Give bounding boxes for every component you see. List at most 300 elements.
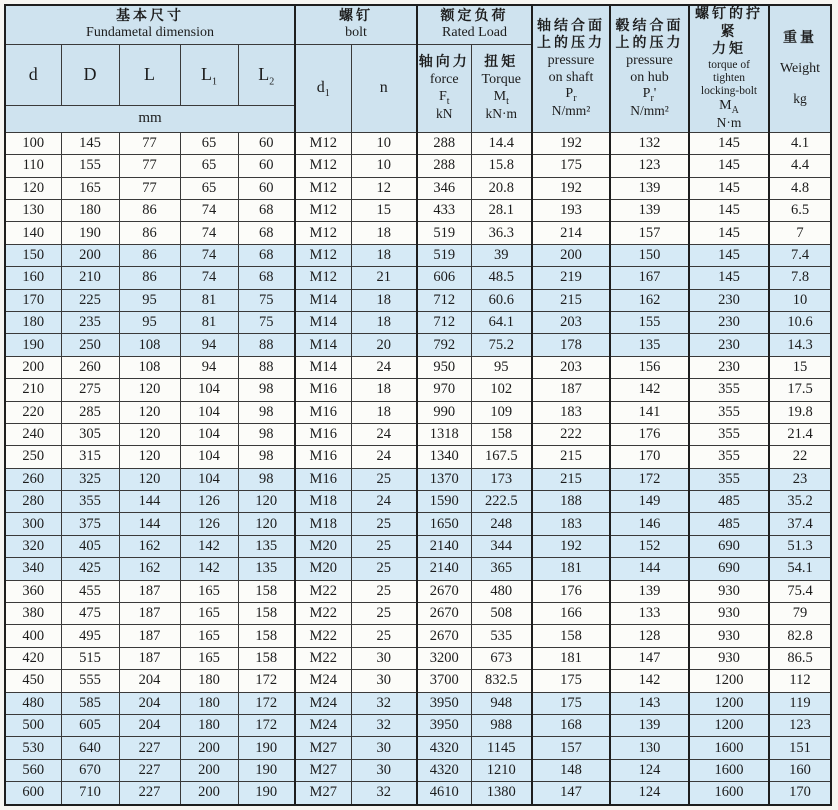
table-cell: 144: [610, 558, 689, 580]
table-cell: 1370: [417, 468, 471, 490]
table-cell: 146: [610, 513, 689, 535]
table-cell: 188: [532, 491, 610, 513]
table-cell: 21: [351, 267, 417, 289]
table-cell: 315: [61, 446, 119, 468]
table-cell: 187: [532, 379, 610, 401]
table-cell: 15.8: [471, 155, 532, 177]
table-cell: 180: [61, 200, 119, 222]
table-row: [5, 558, 831, 580]
table-cell: 3950: [417, 714, 471, 736]
table-cell: 690: [689, 535, 769, 557]
table-cell: 285: [61, 401, 119, 423]
table-row: [5, 759, 831, 781]
pressure-shaft-symbol: $P_r$: [565, 86, 577, 105]
table-cell: 165: [180, 625, 238, 647]
table-cell: 145: [689, 267, 769, 289]
table-cell: 95: [471, 356, 532, 378]
table-cell: 65: [180, 132, 238, 154]
table-cell: 75: [238, 311, 295, 333]
table-row: [5, 625, 831, 647]
table-cell: 18: [351, 244, 417, 266]
table-cell: M14: [295, 334, 351, 356]
table-cell: 126: [180, 513, 238, 535]
table-cell: 180: [180, 714, 238, 736]
table-cell: 155: [610, 311, 689, 333]
table-cell: 180: [5, 311, 61, 333]
table-cell: 142: [180, 535, 238, 557]
locking-torque-zh1: 螺钉的拧紧: [695, 7, 763, 40]
table-cell: 230: [689, 311, 769, 333]
table-cell: 360: [5, 580, 61, 602]
table-cell: 36.3: [471, 222, 532, 244]
table-cell: 160: [769, 759, 831, 781]
table-cell: 145: [61, 132, 119, 154]
table-cell: 172: [238, 714, 295, 736]
table-cell: 23: [769, 468, 831, 490]
table-cell: 128: [610, 625, 689, 647]
table-cell: 187: [119, 625, 180, 647]
table-cell: 176: [532, 580, 610, 602]
pressure-shaft-en1: pressure: [547, 52, 595, 68]
table-cell: 172: [238, 692, 295, 714]
table-cell: 25: [351, 468, 417, 490]
table-cell: 95: [119, 311, 180, 333]
table-cell: 170: [769, 782, 831, 805]
table-cell: 124: [610, 782, 689, 805]
table-row: [5, 737, 831, 759]
table-cell: M27: [295, 737, 351, 759]
table-cell: M12: [295, 244, 351, 266]
table-cell: 585: [61, 692, 119, 714]
table-cell: 140: [5, 222, 61, 244]
table-cell: 192: [532, 177, 610, 199]
pressure-hub-en1: pressure: [626, 52, 673, 68]
table-cell: 19.8: [769, 401, 831, 423]
table-cell: 178: [532, 334, 610, 356]
table-cell: 400: [5, 625, 61, 647]
table-cell: 60: [238, 177, 295, 199]
table-cell: M12: [295, 132, 351, 154]
table-cell: 142: [610, 670, 689, 692]
table-cell: 32: [351, 692, 417, 714]
table-cell: 104: [180, 468, 238, 490]
table-cell: 215: [532, 289, 610, 311]
table-cell: 950: [417, 356, 471, 378]
pressure-hub-zh2: 上的压力: [615, 36, 684, 52]
table-cell: 162: [119, 558, 180, 580]
table-cell: 230: [689, 289, 769, 311]
table-cell: 75.2: [471, 334, 532, 356]
table-cell: 68: [238, 267, 295, 289]
table-cell: 175: [532, 692, 610, 714]
table-cell: 455: [61, 580, 119, 602]
table-cell: 190: [61, 222, 119, 244]
table-cell: 88: [238, 356, 295, 378]
locking-torque-symbol: $M_A$: [719, 98, 739, 116]
weight-zh-label: 重量: [783, 30, 817, 46]
table-cell: M16: [295, 401, 351, 423]
table-cell: 95: [119, 289, 180, 311]
table-cell: 173: [471, 468, 532, 490]
table-cell: 670: [61, 759, 119, 781]
table-cell: 519: [417, 244, 471, 266]
table-cell: 109: [471, 401, 532, 423]
force-zh-label: 轴向力: [418, 55, 470, 71]
table-cell: 24: [351, 446, 417, 468]
table-cell: 1380: [471, 782, 532, 805]
table-cell: M16: [295, 379, 351, 401]
table-row: [5, 647, 831, 669]
table-cell: 17.5: [769, 379, 831, 401]
table-cell: 930: [689, 625, 769, 647]
table-cell: 60: [238, 155, 295, 177]
table-cell: 250: [5, 446, 61, 468]
table-cell: 200: [61, 244, 119, 266]
table-cell: 475: [61, 603, 119, 625]
table-cell: 990: [417, 401, 471, 423]
table-cell: 86: [119, 267, 180, 289]
table-cell: 30: [351, 759, 417, 781]
table-cell: 74: [180, 244, 238, 266]
table-cell: M14: [295, 311, 351, 333]
table-cell: 1600: [689, 782, 769, 805]
table-row: [5, 244, 831, 266]
table-cell: 165: [180, 580, 238, 602]
table-cell: 988: [471, 714, 532, 736]
table-row: [5, 334, 831, 356]
table-cell: 1600: [689, 759, 769, 781]
table-cell: 275: [61, 379, 119, 401]
table-cell: 4.4: [769, 155, 831, 177]
table-cell: M22: [295, 603, 351, 625]
table-cell: 605: [61, 714, 119, 736]
table-cell: 183: [532, 401, 610, 423]
table-cell: 7.8: [769, 267, 831, 289]
table-cell: 104: [180, 423, 238, 445]
table-row: [5, 580, 831, 602]
table-row: [5, 132, 831, 154]
table-body: [5, 132, 831, 804]
table-cell: 94: [180, 356, 238, 378]
table-row: [5, 513, 831, 535]
torque-unit: kN·m: [485, 105, 517, 121]
table-cell: 214: [532, 222, 610, 244]
table-cell: 240: [5, 423, 61, 445]
table-cell: 51.3: [769, 535, 831, 557]
table-row: [5, 267, 831, 289]
table-cell: 144: [119, 513, 180, 535]
table-cell: 100: [5, 132, 61, 154]
table-cell: 250: [61, 334, 119, 356]
table-cell: 4.8: [769, 177, 831, 199]
table-cell: M27: [295, 782, 351, 805]
table-cell: 79: [769, 603, 831, 625]
table-cell: 24: [351, 491, 417, 513]
pressure-shaft-unit: N/mm²: [551, 103, 591, 119]
table-cell: 200: [180, 782, 238, 805]
table-cell: 365: [471, 558, 532, 580]
table-cell: 710: [61, 782, 119, 805]
table-cell: 135: [238, 558, 295, 580]
table-cell: 60.6: [471, 289, 532, 311]
table-row: [5, 423, 831, 445]
col-head-torque: [471, 45, 532, 133]
table-cell: 340: [5, 558, 61, 580]
table-cell: 355: [689, 379, 769, 401]
table-cell: 225: [61, 289, 119, 311]
table-row: [5, 155, 831, 177]
table-cell: 141: [610, 401, 689, 423]
table-cell: 508: [471, 603, 532, 625]
table-cell: 86: [119, 244, 180, 266]
table-cell: 20.8: [471, 177, 532, 199]
pressure-shaft-zh1: 轴结合面: [537, 18, 605, 34]
table-cell: 86: [119, 222, 180, 244]
table-cell: 150: [5, 244, 61, 266]
table-cell: 81: [180, 311, 238, 333]
table-cell: 600: [5, 782, 61, 805]
weight-unit: kg: [793, 91, 807, 107]
table-cell: 346: [417, 177, 471, 199]
table-cell: 248: [471, 513, 532, 535]
table-cell: 25: [351, 625, 417, 647]
torque-symbol: $M_t$: [493, 88, 509, 107]
table-cell: 65: [180, 177, 238, 199]
table-cell: 690: [689, 558, 769, 580]
rated-load-en-label: Rated Load: [442, 25, 507, 41]
table-cell: 300: [5, 513, 61, 535]
locking-torque-unit: N·m: [716, 114, 742, 130]
table-cell: 104: [180, 379, 238, 401]
table-cell: 145: [689, 177, 769, 199]
table-cell: 200: [532, 244, 610, 266]
table-cell: 18: [351, 311, 417, 333]
header-locking-bolt-torque: [689, 5, 769, 132]
table-cell: 200: [180, 737, 238, 759]
table-cell: 143: [610, 692, 689, 714]
table-cell: 325: [61, 468, 119, 490]
table-cell: 30: [351, 670, 417, 692]
table-cell: 98: [238, 423, 295, 445]
table-row: [5, 446, 831, 468]
table-cell: 485: [689, 491, 769, 513]
header-rated-load: [417, 5, 532, 45]
table-cell: 2670: [417, 580, 471, 602]
table-cell: 535: [471, 625, 532, 647]
table-cell: 74: [180, 200, 238, 222]
table-cell: 480: [5, 692, 61, 714]
table-cell: M20: [295, 558, 351, 580]
table-cell: 167.5: [471, 446, 532, 468]
table-cell: 98: [238, 468, 295, 490]
table-cell: 30: [351, 647, 417, 669]
table-cell: 25: [351, 603, 417, 625]
table-cell: 450: [5, 670, 61, 692]
table-cell: 4320: [417, 737, 471, 759]
table-cell: 126: [180, 491, 238, 513]
table-cell: 530: [5, 737, 61, 759]
table-cell: 1650: [417, 513, 471, 535]
table-cell: M12: [295, 267, 351, 289]
table-cell: 86.5: [769, 647, 831, 669]
table-cell: 108: [119, 334, 180, 356]
table-cell: 320: [5, 535, 61, 557]
pressure-shaft-zh2: 上的压力: [537, 36, 605, 52]
table-cell: 25: [351, 580, 417, 602]
table-cell: 74: [180, 222, 238, 244]
table-cell: 2670: [417, 603, 471, 625]
table-cell: 139: [610, 200, 689, 222]
table-cell: 1590: [417, 491, 471, 513]
table-cell: 425: [61, 558, 119, 580]
table-cell: 280: [5, 491, 61, 513]
table-row: [5, 468, 831, 490]
force-en-label: force: [429, 71, 459, 87]
table-cell: 203: [532, 311, 610, 333]
col-head-d1: $d_1$: [295, 45, 351, 133]
table-cell: M22: [295, 625, 351, 647]
table-cell: 28.1: [471, 200, 532, 222]
table-row: [5, 177, 831, 199]
table-cell: 130: [610, 737, 689, 759]
table-cell: 60: [238, 132, 295, 154]
table-cell: 375: [61, 513, 119, 535]
table-cell: 147: [532, 782, 610, 805]
table-cell: 930: [689, 603, 769, 625]
table-cell: 158: [238, 580, 295, 602]
table-cell: 77: [119, 155, 180, 177]
table-cell: 288: [417, 132, 471, 154]
table-row: [5, 200, 831, 222]
fundamental-en-label: Fundametal dimension: [86, 25, 214, 41]
table-cell: 712: [417, 311, 471, 333]
col-head-D: D: [61, 45, 119, 106]
table-cell: 108: [119, 356, 180, 378]
table-cell: 192: [532, 132, 610, 154]
table-cell: 120: [238, 491, 295, 513]
table-cell: 170: [5, 289, 61, 311]
table-cell: 187: [119, 580, 180, 602]
table-cell: 120: [238, 513, 295, 535]
table-cell: 144: [119, 491, 180, 513]
table-cell: 172: [238, 670, 295, 692]
table-cell: 204: [119, 670, 180, 692]
table-cell: 222.5: [471, 491, 532, 513]
force-symbol: $F_t$: [438, 88, 450, 107]
table-cell: 158: [471, 423, 532, 445]
table-cell: 110: [5, 155, 61, 177]
table-cell: 4.1: [769, 132, 831, 154]
table-cell: M12: [295, 222, 351, 244]
table-row: [5, 603, 831, 625]
table-cell: 119: [769, 692, 831, 714]
table-cell: 200: [5, 356, 61, 378]
table-cell: 86: [119, 200, 180, 222]
table-cell: 1200: [689, 670, 769, 692]
table-cell: 219: [532, 267, 610, 289]
table-cell: 75: [238, 289, 295, 311]
table-cell: 227: [119, 782, 180, 805]
table-cell: 260: [61, 356, 119, 378]
table-cell: 260: [5, 468, 61, 490]
table-cell: 10.6: [769, 311, 831, 333]
table-cell: 77: [119, 177, 180, 199]
table-cell: 712: [417, 289, 471, 311]
table-cell: 21.4: [769, 423, 831, 445]
table-cell: M27: [295, 759, 351, 781]
table-cell: 2140: [417, 558, 471, 580]
table-cell: 102: [471, 379, 532, 401]
table-cell: 165: [180, 603, 238, 625]
table-cell: 104: [180, 401, 238, 423]
table-cell: 135: [610, 334, 689, 356]
table-cell: M18: [295, 513, 351, 535]
pressure-hub-unit: N/mm²: [630, 103, 669, 119]
table-cell: 166: [532, 603, 610, 625]
table-row: [5, 379, 831, 401]
table-cell: 32: [351, 782, 417, 805]
table-cell: 135: [238, 535, 295, 557]
locking-torque-en3: locking-bolt: [700, 84, 758, 97]
table-cell: 157: [532, 737, 610, 759]
col-head-axial-force: [417, 45, 471, 133]
table-cell: 10: [351, 132, 417, 154]
mm-unit-row: mm: [5, 105, 295, 132]
pressure-hub-symbol: $P_r'$: [642, 86, 657, 105]
table-cell: 10: [351, 155, 417, 177]
table-cell: 606: [417, 267, 471, 289]
table-cell: 180: [180, 670, 238, 692]
table-cell: 180: [180, 692, 238, 714]
table-cell: 37.4: [769, 513, 831, 535]
table-cell: 190: [238, 737, 295, 759]
table-cell: 18: [351, 379, 417, 401]
table-cell: 1600: [689, 737, 769, 759]
table-cell: 139: [610, 580, 689, 602]
table-cell: 1200: [689, 714, 769, 736]
table-cell: 227: [119, 759, 180, 781]
table-cell: M16: [295, 446, 351, 468]
table-cell: 20: [351, 334, 417, 356]
table-cell: 24: [351, 356, 417, 378]
table-cell: 204: [119, 714, 180, 736]
header-weight: [769, 5, 831, 132]
table-cell: 288: [417, 155, 471, 177]
table-cell: 25: [351, 535, 417, 557]
table-row: [5, 222, 831, 244]
table-cell: 235: [61, 311, 119, 333]
table-cell: 555: [61, 670, 119, 692]
bolt-zh-label: 螺钉: [339, 8, 373, 24]
table-cell: 230: [689, 356, 769, 378]
table-cell: 74: [180, 267, 238, 289]
table-row: [5, 782, 831, 805]
table-cell: 930: [689, 647, 769, 669]
table-cell: 355: [689, 401, 769, 423]
table-cell: 1340: [417, 446, 471, 468]
table-cell: 420: [5, 647, 61, 669]
table-cell: 210: [61, 267, 119, 289]
table-cell: 4610: [417, 782, 471, 805]
table-cell: 170: [610, 446, 689, 468]
table-header: [5, 5, 831, 132]
table-cell: 485: [689, 513, 769, 535]
table-cell: 147: [610, 647, 689, 669]
locking-torque-zh2: 力矩: [712, 42, 746, 57]
table-cell: 14.3: [769, 334, 831, 356]
table-cell: 123: [610, 155, 689, 177]
table-cell: 181: [532, 558, 610, 580]
